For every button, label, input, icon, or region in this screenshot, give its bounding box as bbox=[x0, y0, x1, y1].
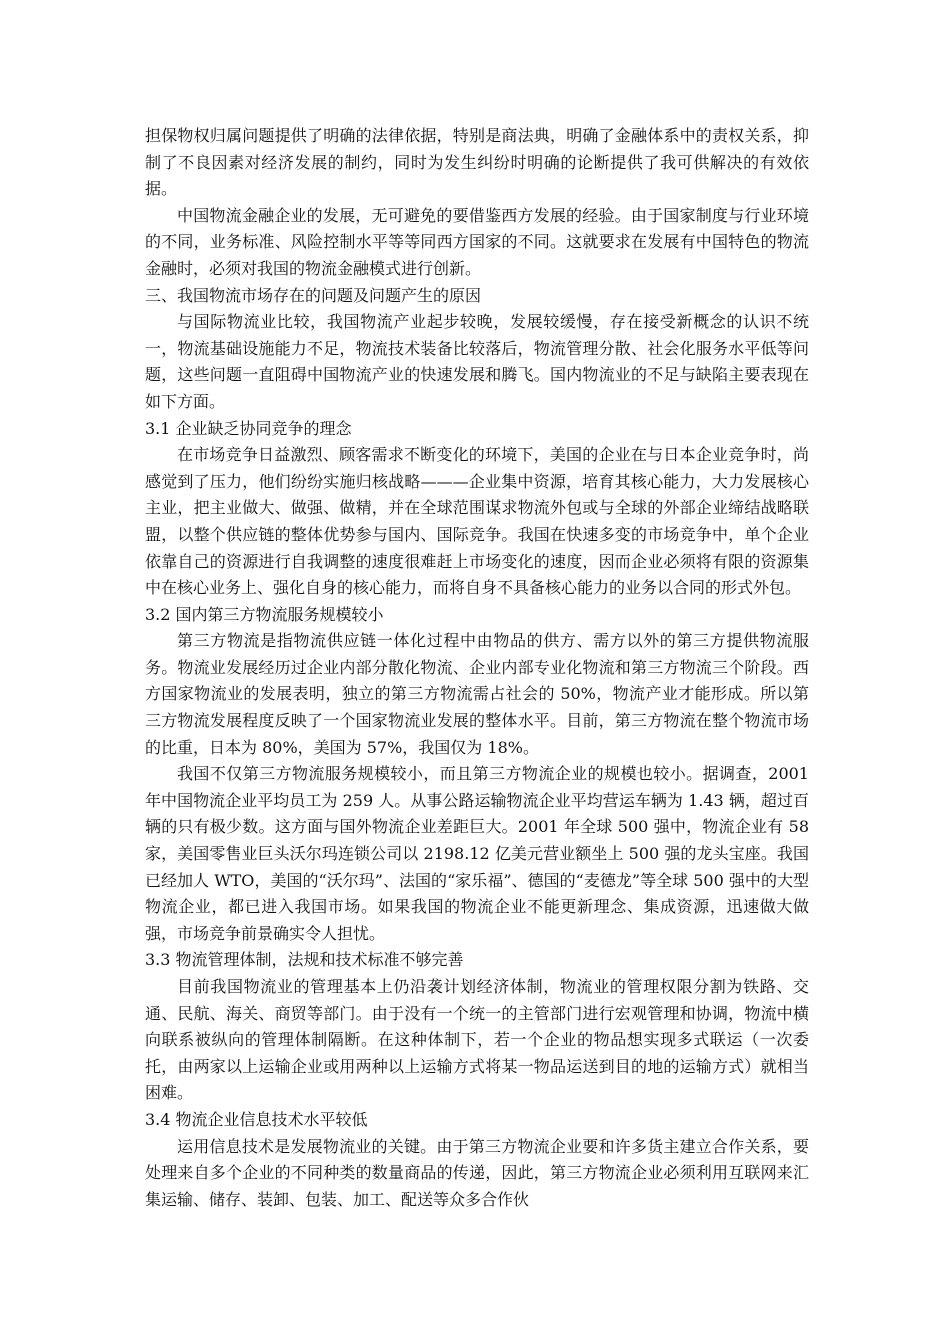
body-paragraph: 目前我国物流业的管理基本上仍沿袭计划经济体制，物流业的管理权限分割为铁路、交通、民航、海关、商贸等部门。由于没有一个统一的主管部门进行宏观管理和协调，物流中横向联系被纵向的管理体制隔断。在这种体制下，若一个企业的物品想实现多式联运（一次委托，由两家以上运输企业或用两种以上运输方式将某一物品运送到目的地的运输方式）就相当困难。 bbox=[145, 977, 809, 1103]
subsection-heading: 3.2 国内第三方物流服务规模较小 bbox=[145, 604, 384, 624]
subsection-heading: 3.3 物流管理体制，法规和技术标准不够完善 bbox=[145, 950, 464, 970]
body-paragraph: 运用信息技术是发展物流业的关键。由于第三方物流企业要和许多货主建立合作关系，要处理来自多个企业的不同种类的数量商品的传递，因此，第三方物流企业必须利用互联网来汇集运输、储存、装卸、包装、加工、配送等众多合作伙 bbox=[145, 1136, 809, 1209]
body-paragraph: 第三方物流是指物流供应链一体化过程中由物品的供方、需方以外的第三方提供物流服务。物流业发展经历过企业内部分散化物流、企业内部专业化物流和第三方物流三个阶段。西方国家物流业的发展表明，独立的第三方物流需占社会的 50%，物流产业才能形成。所以第三方物流发展程度反映了一个国家物流业发展的整体水平。目前，第三方物流在整个物流市场的比重，日本为 80%，美国为 57%，我国仅为 18%。 bbox=[145, 631, 809, 757]
body-paragraph: 担保物权归属问题提供了明确的法律依据，特别是商法典，明确了金融体系中的责权关系，抑制了不良因素对经济发展的制约，同时为发生纠纷时明确的论断提供了我可供解决的有效依据。 bbox=[145, 126, 809, 199]
subsection-heading: 3.1 企业缺乏协同竞争的理念 bbox=[145, 418, 352, 438]
section-heading: 三、我国物流市场存在的问题及问题产生的原因 bbox=[145, 285, 482, 305]
subsection-heading: 3.4 物流企业信息技术水平较低 bbox=[145, 1109, 368, 1129]
body-paragraph: 中国物流金融企业的发展，无可避免的要借鉴西方发展的经验。由于国家制度与行业环境的不同，业务标准、风险控制水平等等同西方国家的不同。这就要求在发展有中国特色的物流金融时，必须对我国的物流金融模式进行创新。 bbox=[145, 205, 809, 278]
body-paragraph: 我国不仅第三方物流服务规模较小，而且第三方物流企业的规模也较小。据调查，2001 年中国物流企业平均员工为 259 人。从事公路运输物流企业平均营运车辆为 1.43 辆，超过百辆的只有极少数。这方面与国外物流企业差距巨大。2001 年全球 500 强中，物流企业有 58 家，美国零售业巨头沃尔玛连锁公司以 2198.12 亿美元营业额坐上 500 强的龙头宝座。我国已经加人 WTO，美国的“沃尔玛”、法国的“家乐福”、德国的“麦德龙”等全球 500 强中的大型物流企业，都已进入我国市场。如果我国的物流企业不能更新理念、集成资源，迅速做大做强，市场竞争前景确实令人担忧。 bbox=[145, 764, 809, 943]
document-page bbox=[145, 123, 809, 1213]
body-paragraph: 与国际物流业比较，我国物流产业起步较晚，发展较缓慢，存在接受新概念的认识不统一，物流基础设施能力不足，物流技术装备比较落后，物流管理分散、社会化服务水平低等问题，这些问题一直阻碍中国物流产业的快速发展和腾飞。国内物流业的不足与缺陷主要表现在如下方面。 bbox=[145, 312, 809, 411]
body-paragraph: 在市场竞争日益激烈、顾客需求不断变化的环境下，美国的企业在与日本企业竞争时，尚感觉到了压力，他们纷纷实施归核战略———企业集中资源，培育其核心能力，大力发展核心主业，把主业做大、做强、做精，并在全球范围谋求物流外包或与全球的外部企业缔结战略联盟，以整个供应链的整体优势参与国内、国际竞争。我国在快速多变的市场竞争中，单个企业依靠自己的资源进行自我调整的速度很难赶上市场变化的速度，因而企业必须将有限的资源集中在核心业务上、强化自身的核心能力，而将自身不具备核心能力的业务以合同的形式外包。 bbox=[145, 445, 809, 598]
